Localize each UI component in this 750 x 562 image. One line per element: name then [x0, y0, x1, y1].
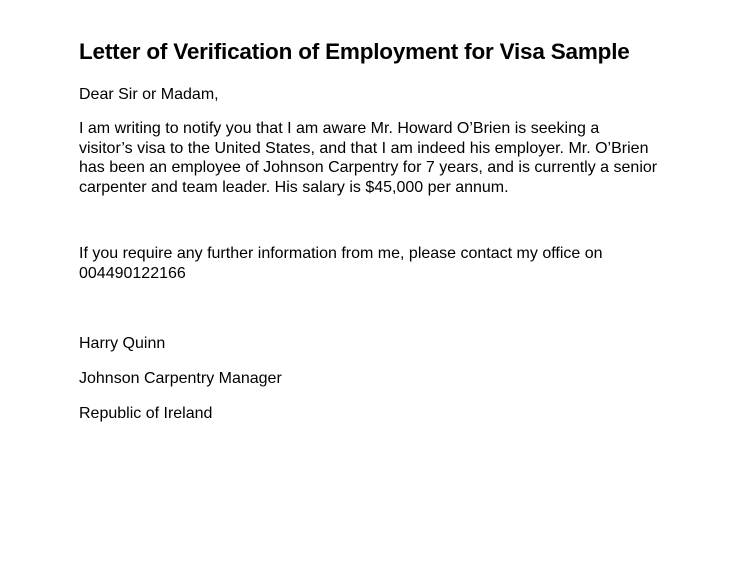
salutation: Dear Sir or Madam, — [79, 86, 219, 103]
body-line: carpenter and team leader. His salary is $45,000 per annum. — [79, 178, 509, 196]
signature-location: Republic of Ireland — [79, 405, 213, 422]
body-line: visitor’s visa to the United States, and that I am indeed his employer. Mr. O’Brien — [79, 139, 649, 157]
signature-name: Harry Quinn — [79, 335, 166, 352]
body-line: has been an employee of Johnson Carpentry for 7 years, and is currently a senior — [79, 159, 658, 176]
signature-role: Johnson Carpentry Manager — [79, 370, 282, 387]
contact-paragraph — [79, 244, 603, 283]
body-line: I am writing to notify you that I am aware Mr. Howard O’Brien is seeking a — [79, 120, 600, 137]
body-paragraph — [79, 119, 657, 197]
contact-phone: 004490122166 — [79, 264, 186, 282]
contact-line: If you require any further information from me, please contact my office on — [79, 245, 603, 262]
letter-title: Letter of Verification of Employment for Visa Sample — [79, 39, 630, 64]
